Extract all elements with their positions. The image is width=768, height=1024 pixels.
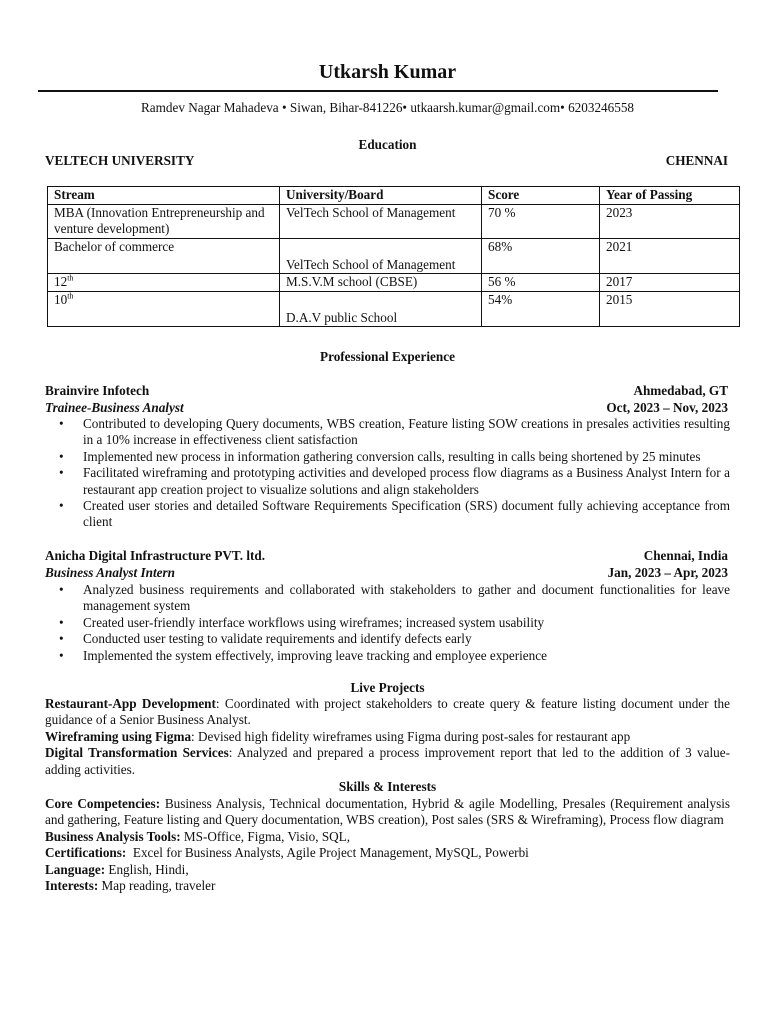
skill-label: Interests:	[45, 878, 99, 894]
project-item	[45, 696, 730, 729]
bullet-text: Conducted user testing to validate requirements and identify defects early	[83, 631, 472, 647]
bullet-icon: •	[59, 631, 64, 647]
skill-label: Certifications:	[45, 845, 127, 861]
contact-line: Ramdev Nagar Mahadeva • Siwan, Bihar-841226• utkaarsh.kumar@gmail.com• 6203246558	[140, 100, 635, 115]
column-header: Score	[482, 187, 600, 205]
table-header-row	[48, 187, 740, 205]
list-item	[45, 498, 730, 531]
list-item	[45, 631, 730, 647]
skills-heading: Skills & Interests	[338, 779, 437, 794]
bullet-text: Contributed to developing Query documents, WBS creation, Feature listing SOW creations in presales activities resulting in a 10% increase in effectiveness client satisfaction	[83, 416, 730, 448]
skill-item	[45, 878, 730, 894]
job-location: Chennai, India	[643, 548, 728, 563]
job-role: Business Analyst Intern	[45, 565, 175, 580]
skill-label: Language:	[45, 861, 106, 877]
table-row	[48, 292, 740, 327]
column-header: Stream	[48, 187, 280, 205]
candidate-name: Utkarsh Kumar	[318, 61, 457, 83]
bullet-text: Analyzed business requirements and collaborated with stakeholders to gather and document functionalities for leave management system	[83, 582, 730, 614]
table-row	[48, 274, 740, 292]
skill-label: Business Analysis Tools:	[45, 828, 181, 844]
bullet-icon: •	[59, 582, 64, 597]
stream-number: 10	[54, 292, 68, 307]
institution-name: VELTECH UNIVERSITY	[45, 153, 195, 168]
table-cell-board: VelTech School of Management	[280, 205, 482, 239]
table-cell-stream	[48, 292, 280, 327]
project-label: Wireframing using Figma	[45, 728, 192, 744]
bullet-icon: •	[59, 498, 64, 514]
education-table	[47, 186, 740, 327]
list-item	[45, 465, 730, 498]
education-heading: Education	[358, 137, 417, 152]
company-name: Brainvire Infotech	[45, 383, 150, 398]
column-header: University/Board	[280, 187, 482, 205]
bullet-text: Created user stories and detailed Software Requirements Specification (SRS) document fully achieving acceptance from client	[83, 498, 730, 530]
project-text: : Analyzed and prepared a process improvement report that led to the addition of 3 value-adding activities.	[45, 745, 730, 777]
table-cell-board: VelTech School of Management	[280, 239, 482, 274]
job-location: Ahmedabad, GT	[633, 383, 728, 398]
project-text: : Devised high fidelity wireframes using Figma during post-sales for restaurant app	[191, 728, 631, 744]
table-cell-year: 2021	[600, 239, 740, 274]
skill-text: Excel for Business Analysts, Agile Project Management, MySQL, Powerbi	[126, 845, 529, 861]
bullet-text: Implemented new process in information gathering conversion calls, resulting in calls being shortened by 25 minutes	[83, 448, 701, 464]
stream-number: 12	[54, 274, 68, 289]
table-cell-year: 2017	[600, 274, 740, 292]
table-cell-stream: Bachelor of commerce	[48, 239, 280, 274]
job-bullet-list	[45, 582, 730, 664]
table-cell-stream: MBA (Innovation Entrepreneurship and venture development)	[48, 205, 280, 239]
table-cell-stream	[48, 274, 280, 292]
bullet-text: Implemented the system effectively, improving leave tracking and employee experience	[83, 647, 547, 663]
experience-heading: Professional Experience	[320, 349, 455, 364]
name-divider	[38, 90, 718, 92]
table-cell-score: 56 %	[482, 274, 600, 292]
bullet-icon: •	[59, 465, 64, 481]
bullet-icon: •	[59, 614, 64, 630]
project-item	[45, 745, 730, 778]
table-cell-score: 68%	[482, 239, 600, 274]
table-cell-score: 70 %	[482, 205, 600, 239]
table-cell-board: D.A.V public School	[280, 292, 482, 327]
projects-block	[45, 696, 730, 778]
list-item	[45, 416, 730, 449]
skill-item	[45, 845, 730, 861]
table-cell-board: M.S.V.M school (CBSE)	[280, 274, 482, 292]
project-label: Digital Transformation Services	[45, 745, 229, 761]
skill-item	[45, 829, 730, 845]
job-bullet-list	[45, 416, 730, 531]
list-item	[45, 449, 730, 465]
skill-label: Core Competencies:	[45, 796, 161, 811]
job-dates: Oct, 2023 – Nov, 2023	[606, 400, 728, 415]
institution-location: CHENNAI	[665, 153, 728, 168]
bullet-icon: •	[59, 647, 64, 663]
list-item	[45, 582, 730, 615]
stream-suffix: th	[67, 291, 74, 301]
table-row	[48, 205, 740, 239]
bullet-icon: •	[59, 416, 64, 431]
table-cell-score: 54%	[482, 292, 600, 327]
table-row	[48, 239, 740, 274]
bullet-text: Created user-friendly interface workflows using wireframes; increased system usability	[83, 614, 545, 630]
skill-text: Map reading, traveler	[98, 878, 216, 894]
table-cell-year: 2023	[600, 205, 740, 239]
bullet-icon: •	[59, 448, 64, 464]
skill-text: MS-Office, Figma, Visio, SQL,	[180, 828, 351, 844]
column-header: Year of Passing	[600, 187, 740, 205]
stream-suffix: th	[67, 273, 74, 283]
skill-text: English, Hindi,	[105, 861, 189, 877]
skills-block	[45, 796, 730, 894]
job-dates: Jan, 2023 – Apr, 2023	[607, 565, 728, 580]
project-label: Restaurant-App Development	[45, 696, 216, 711]
skill-item	[45, 796, 730, 829]
project-item	[45, 729, 730, 745]
bullet-text: Facilitated wireframing and prototyping activities and developed process flow diagrams as a Business Analyst Intern for a restaurant app creation project to visualize solutions and align stakeholders	[83, 465, 730, 497]
projects-heading: Live Projects	[350, 680, 425, 695]
company-name: Anicha Digital Infrastructure PVT. ltd.	[45, 548, 266, 563]
project-text: : Coordinated with project stakeholders to create query & feature listing document under the guidance of a Senior Business Analyst.	[45, 696, 730, 728]
skill-item	[45, 862, 730, 878]
job-role: Trainee-Business Analyst	[45, 400, 184, 415]
table-cell-year: 2015	[600, 292, 740, 327]
list-item	[45, 648, 730, 664]
skill-text: Business Analysis, Technical documentation, Hybrid & agile Modelling, Presales (Requirement analysis and gathering, Feature listing and Query documentation, WBS creation), Post sales (SRS & Wireframing), Process flow diagram	[45, 796, 730, 828]
list-item	[45, 615, 730, 631]
